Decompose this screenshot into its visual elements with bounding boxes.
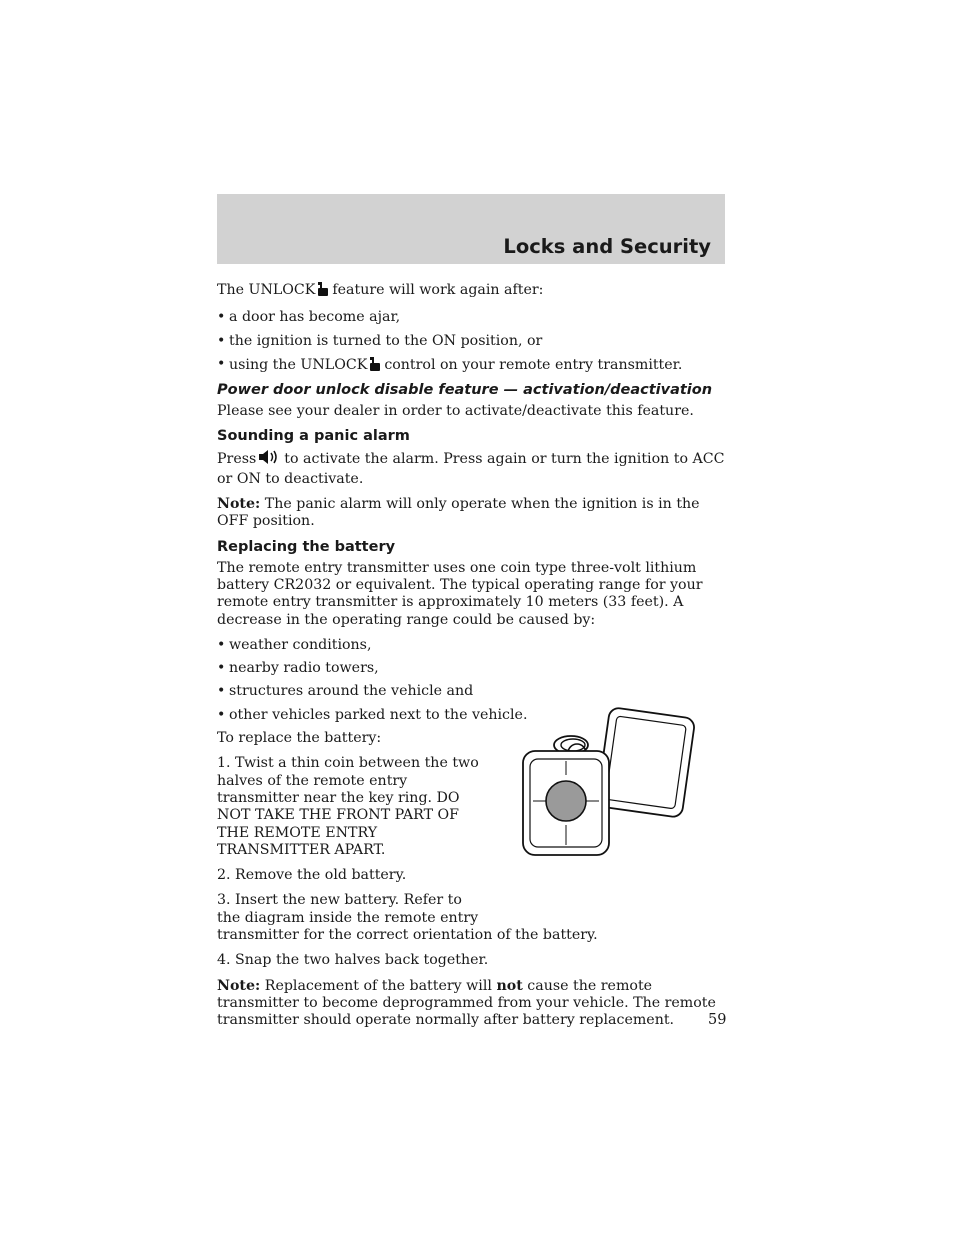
step-1: 1. Twist a thin coin between the two halves of the remote entry transmitter near the key ring. DO NOT TAKE THE FRONT PART OF THE REMOTE ENTRY TRANSMITTER APART. — [217, 755, 479, 858]
unlock-icon — [317, 281, 328, 301]
heading-panic-alarm: Sounding a panic alarm — [217, 428, 410, 445]
list-item: • other vehicles parked next to the vehicle. — [217, 706, 528, 723]
list-item: • the ignition is turned to the ON position, or — [217, 332, 543, 349]
page-number: 59 — [708, 1012, 727, 1028]
battery-note: Note: Replacement of the battery will not cause the remote transmitter to become deprogrammed from your vehicle. The remote transmitter should operate normally after battery replacement. — [217, 977, 716, 1029]
step-3a: 3. Insert the new battery. Refer to the diagram inside the remote entry — [217, 892, 479, 926]
section-header — [217, 194, 725, 264]
unlock-icon — [369, 356, 380, 376]
list-item: • structures around the vehicle and — [217, 683, 474, 700]
steps-column — [217, 755, 489, 927]
to-replace-label: To replace the battery: — [217, 730, 382, 747]
section-title: Locks and Security — [503, 235, 711, 258]
list-item: • weather conditions, — [217, 636, 372, 653]
unlock-intro: The UNLOCK feature will work again after: — [217, 281, 729, 301]
list-item: • a door has become ajar, — [217, 309, 401, 326]
step-4: 4. Snap the two halves back together. — [217, 952, 489, 969]
remote-transmitter-illustration — [519, 701, 699, 865]
list-item: • nearby radio towers, — [217, 660, 379, 677]
step-3b: transmitter for the correct orientation of the battery. — [217, 927, 598, 944]
horn-icon — [258, 449, 280, 470]
panic-note: Note: The panic alarm will only operate when the ignition is in the OFF position. — [217, 496, 700, 530]
disable-text: Please see your dealer in order to activate/deactivate this feature. — [217, 403, 694, 420]
list-item: • using the UNLOCK control on your remote entry transmitter. — [217, 356, 729, 376]
step-2: 2. Remove the old battery. — [217, 867, 407, 884]
heading-disable-feature: Power door unlock disable feature — activation/deactivation — [217, 382, 713, 399]
battery-intro: The remote entry transmitter uses one coin type three-volt lithium battery CR2032 or equivalent. The typical operating range for your remote entry transmitter is approximately 10 meters (33 feet). A decrease in the operating range could be caused by: — [217, 559, 703, 628]
panic-text: Press to activate the alarm. Press again or turn the ignition to ACC or ON to deactivate. — [217, 451, 725, 487]
page-content — [217, 281, 729, 1038]
heading-replacing-battery: Replacing the battery — [217, 538, 396, 555]
